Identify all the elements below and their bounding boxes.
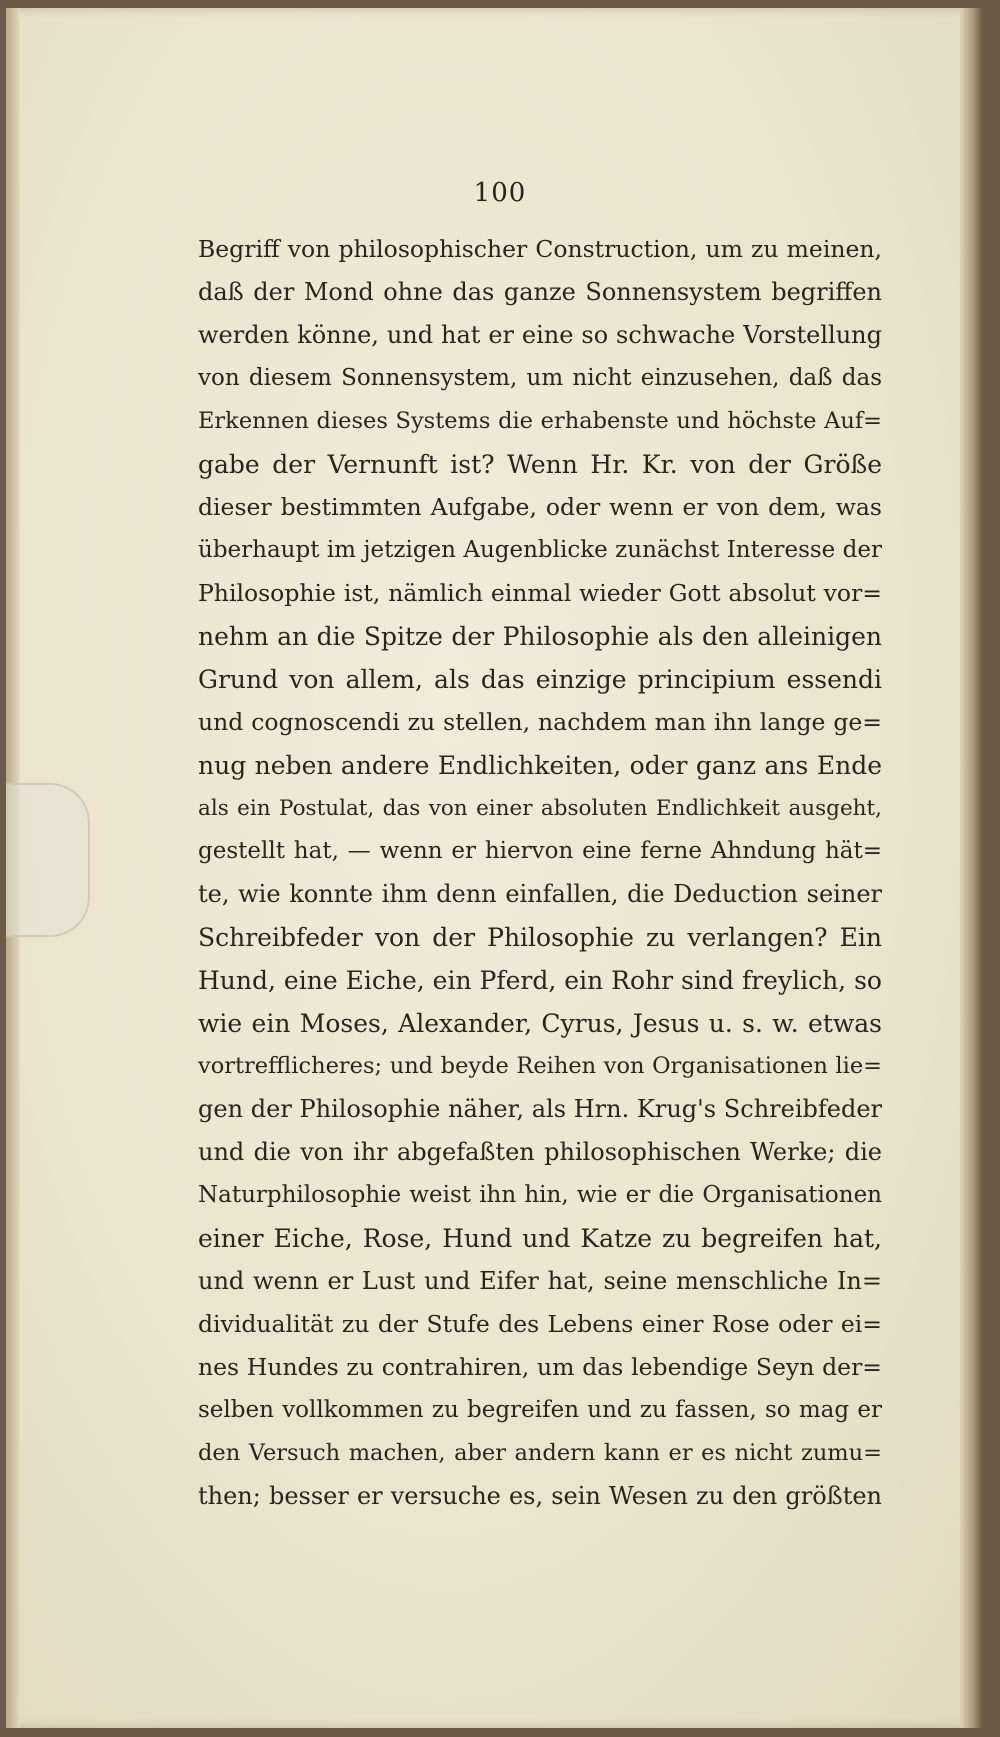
text-line: und cognoscendi zu stellen, nachdem man ihn lange ge= xyxy=(198,708,882,736)
text-line: Begriff von philosophischer Construction, um zu meinen, xyxy=(198,235,882,263)
text-line: gestellt hat, — wenn er hiervon eine ferne Ahndung hät= xyxy=(198,838,882,864)
text-line: dividualität zu der Stufe des Lebens einer Rose oder ei= xyxy=(198,1310,882,1338)
text-line: werden könne, und hat er eine so schwache Vorstellung xyxy=(198,321,882,349)
text-line: und wenn er Lust und Eifer hat, seine menschliche In= xyxy=(198,1267,882,1295)
body-text xyxy=(198,228,882,1518)
text-line: wie ein Moses, Alexander, Cyrus, Jesus u. s. w. etwas xyxy=(198,1009,882,1038)
text-line: gabe der Vernunft ist? Wenn Hr. Kr. von der Größe xyxy=(198,450,882,479)
text-line: von diesem Sonnensystem, um nicht einzusehen, daß das xyxy=(198,365,882,391)
text-line: Schreibfeder von der Philosophie zu verlangen? Ein xyxy=(198,923,882,952)
text-line: überhaupt im jetzigen Augenblicke zunächst Interesse der xyxy=(198,537,882,563)
text-line: den Versuch machen, aber andern kann er es nicht zumu= xyxy=(198,1440,882,1466)
text-line: then; besser er versuche es, sein Wesen zu den größten xyxy=(198,1482,882,1510)
text-line: und die von ihr abgefaßten philosophischen Werke; die xyxy=(198,1138,882,1166)
text-line: daß der Mond ohne das ganze Sonnensystem begriffen xyxy=(198,278,882,306)
text-line: Grund von allem, als das einzige principium essendi xyxy=(198,665,882,694)
text-line: dieser bestimmten Aufgabe, oder wenn er von dem, was xyxy=(198,493,882,521)
text-line: selben vollkommen zu begreifen und zu fassen, so mag er xyxy=(198,1397,882,1423)
text-line: nehm an die Spitze der Philosophie als den alleinigen xyxy=(198,622,882,651)
page-edge xyxy=(960,8,982,1728)
text-line: einer Eiche, Rose, Hund und Katze zu begreifen hat, xyxy=(198,1224,882,1253)
text-line: Erkennen dieses Systems die erhabenste und höchste Auf= xyxy=(198,408,882,434)
text-line: als ein Postulat, das von einer absoluten Endlichkeit ausgeht, xyxy=(198,796,882,821)
text-line: Hund, eine Eiche, ein Pferd, ein Rohr sind freylich, so xyxy=(198,966,882,995)
text-line: vortrefflicheres; und beyde Reihen von Organisationen lie= xyxy=(198,1053,882,1079)
page-tab-mark xyxy=(6,783,90,937)
text-line: nug neben andere Endlichkeiten, oder ganz ans Ende xyxy=(198,751,882,780)
text-line: Philosophie ist, nämlich einmal wieder Gott absolut vor= xyxy=(198,579,882,607)
text-line: te, wie konnte ihm denn einfallen, die Deduction seiner xyxy=(198,880,882,908)
text-line: gen der Philosophie näher, als Hrn. Krug's Schreibfeder xyxy=(198,1095,882,1123)
page-number: 100 xyxy=(473,178,527,208)
text-line: nes Hundes zu contrahiren, um das lebendige Seyn der= xyxy=(198,1353,882,1381)
text-line: Naturphilosophie weist ihn hin, wie er die Organisationen xyxy=(198,1182,882,1208)
